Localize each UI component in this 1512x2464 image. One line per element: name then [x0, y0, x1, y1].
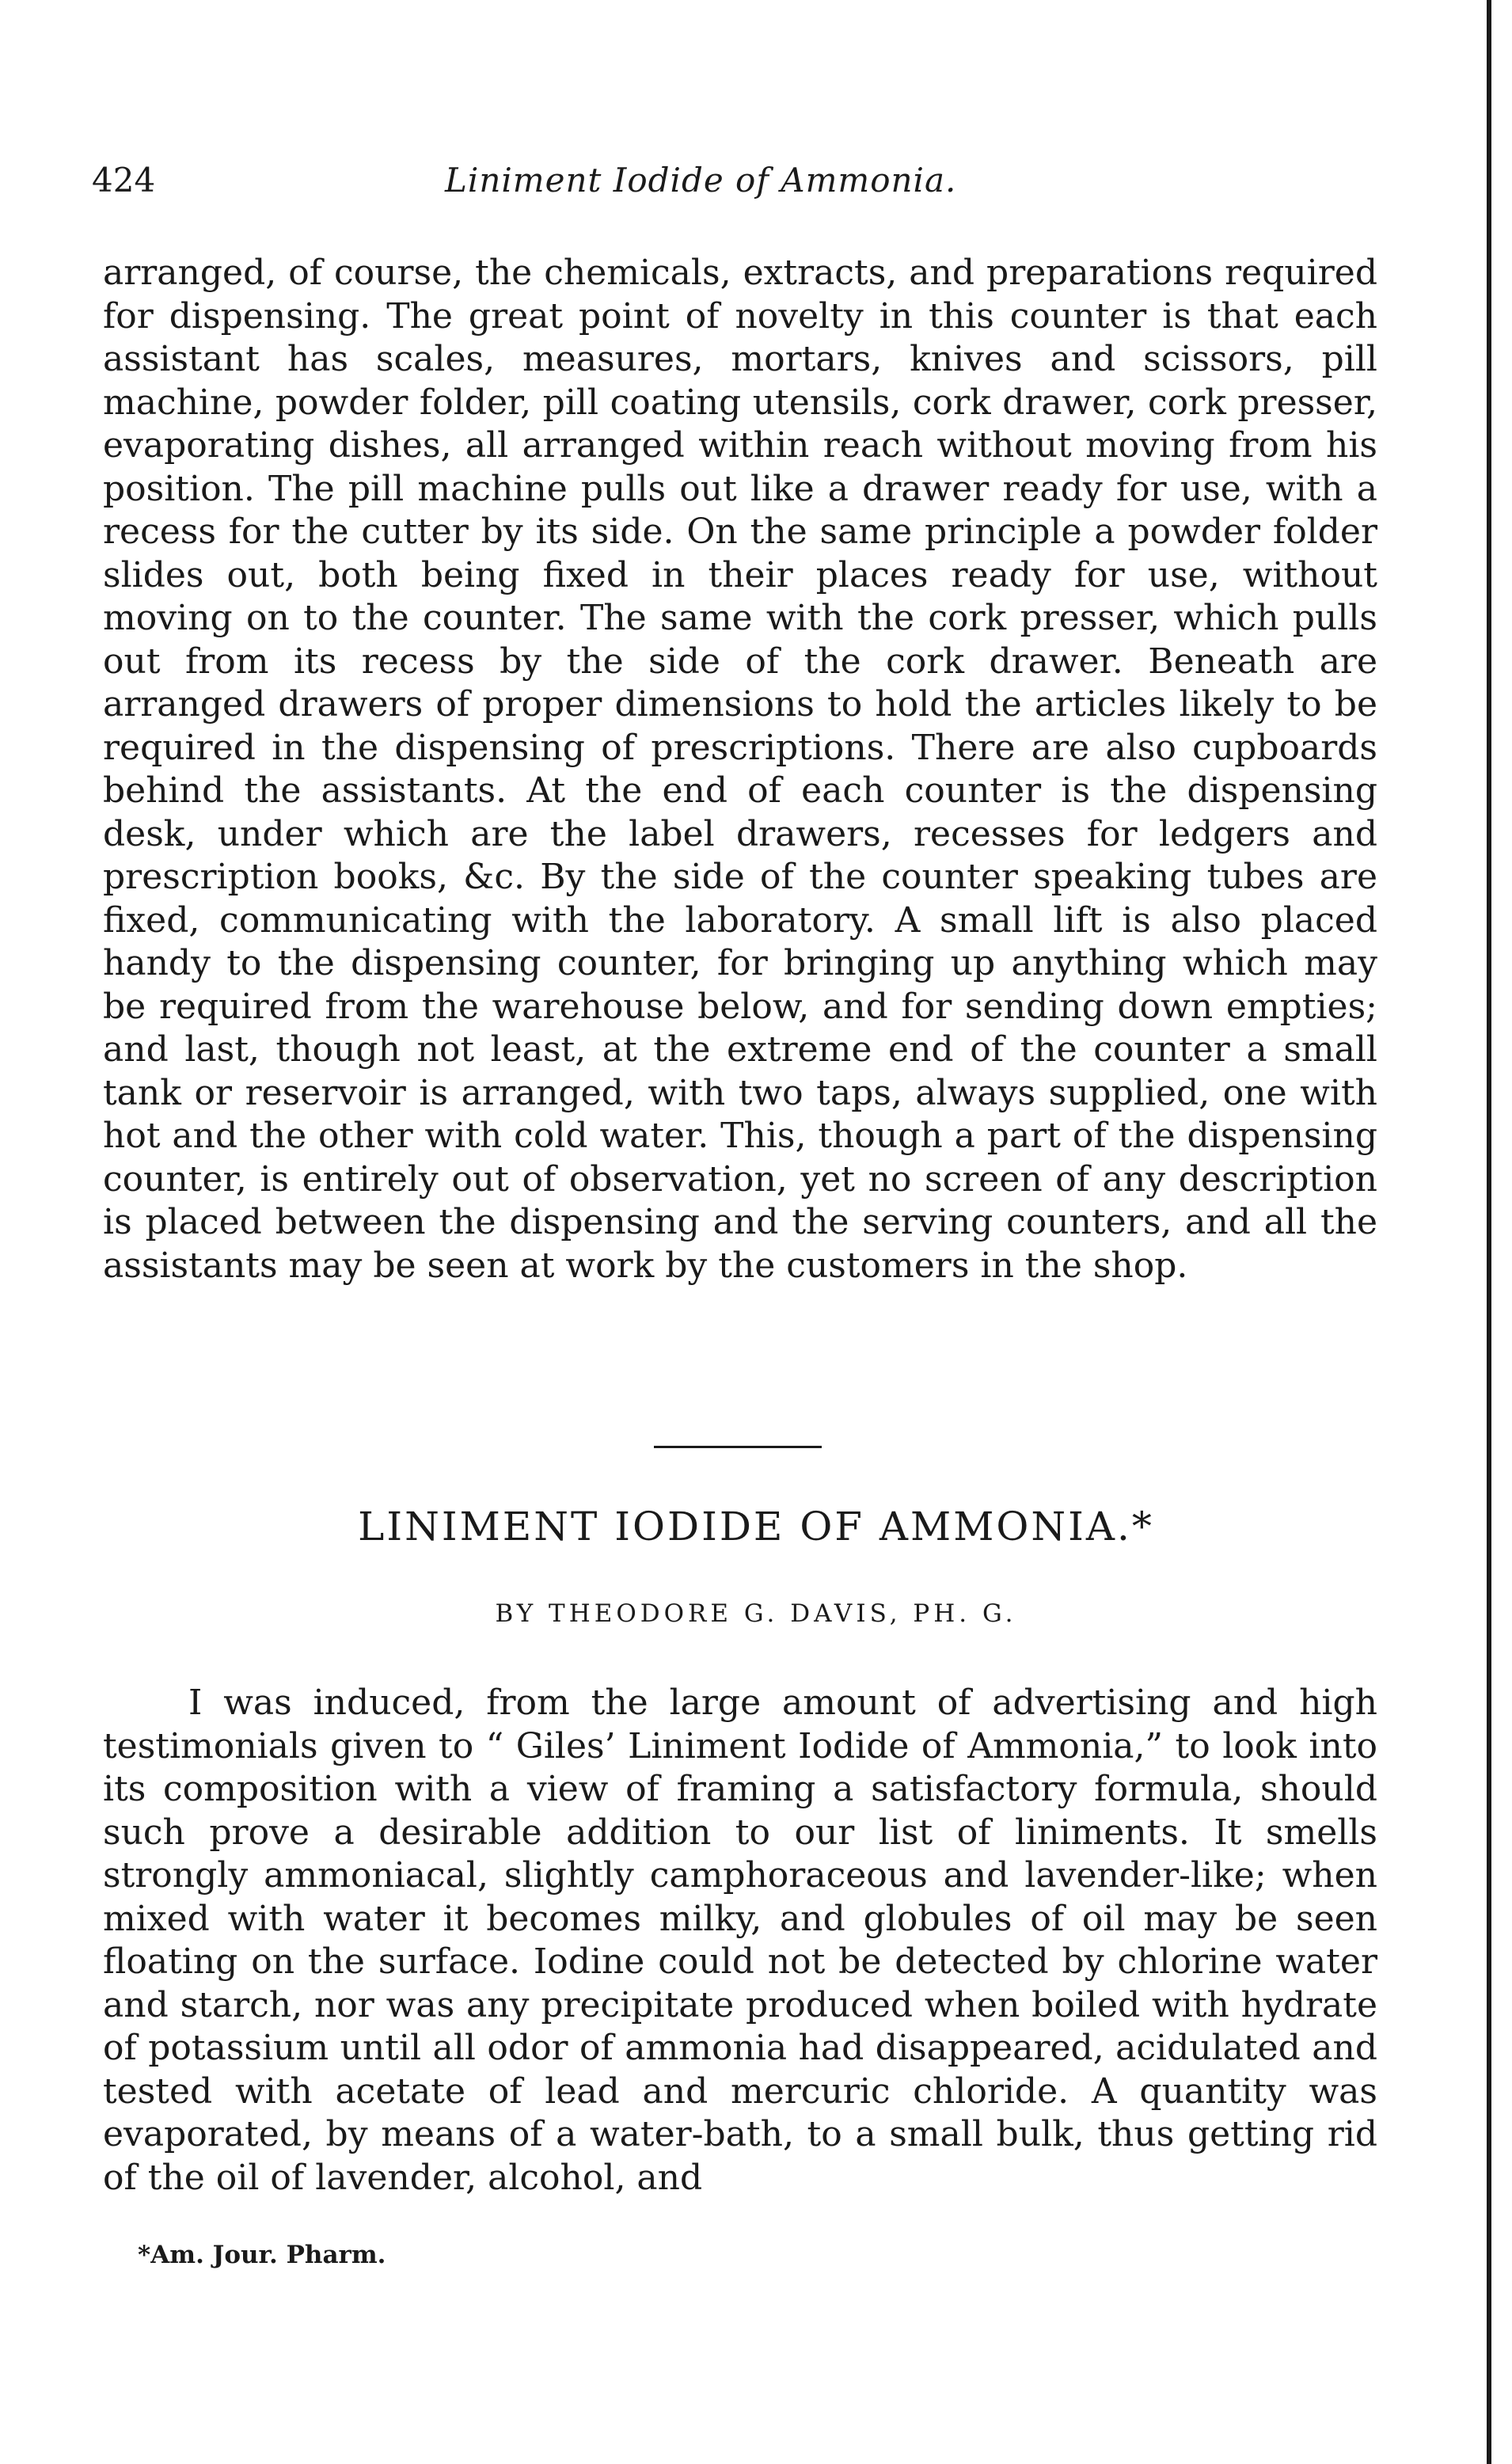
article-byline: BY THEODORE G. DAVIS, PH. G.: [495, 1599, 1017, 1628]
article-title: LINIMENT IODIDE OF AMMONIA.*: [358, 1504, 1154, 1550]
section-divider: [654, 1446, 822, 1448]
page-header: [92, 157, 1390, 204]
page-number: 424: [92, 161, 156, 200]
continued-paragraph: arranged, of course, the chemicals, extracts, and preparations required for dispensing. The great point of novelty in this counter is that each assistant has scales, measures, mortars, knives and scissors, pill machine, powder folder, pill coating utensils, cork drawer, cork presser, evaporating dishes, all arranged within reach without moving from his position. The pill machine pulls out like a drawer ready for use, with a recess for the cutter by its side. On the same principle a powder folder slides out, both being fixed in their places ready for use, without moving on to the counter. The same with the cork presser, which pulls out from its recess by the side of the cork drawer. Beneath are arranged drawers of proper dimensions to hold the articles likely to be required in the dispensing of prescriptions. There are also cupboards behind the assistants. At the end of each counter is the dispensing desk, under which are the label drawers, recesses for ledgers and prescription books, &c. By the side of the counter speaking tubes are fixed, communicating with the laboratory. A small lift is also placed handy to the dispensing counter, for bringing up anything which may be required from the warehouse below, and for sending down empties; and last, though not least, at the extreme end of the counter a small tank or reservoir is arranged, with two taps, always supplied, one with hot and the other with cold water. This, though a part of the dispensing counter, is entirely out of observation, yet no screen of any description is placed between the dispensing and the serving counters, and all the assistants may be seen at work by the customers in the shop.: [103, 253, 1377, 1286]
page-edge-shadow: [1487, 0, 1491, 2464]
running-title: Liniment Iodide of Ammonia.: [445, 161, 957, 200]
footnote: *Am. Jour. Pharm.: [138, 2241, 386, 2269]
article-paragraph: I was induced, from the large amount of advertising and high testimonials given to “ Giles’ Liniment Iodide of Ammonia,” to look into its composition with a view of framing a satisfactory formula, should such prove a desirable addition to our list of liniments. It smells strongly ammoniacal, slightly camphoraceous and lavender-like; when mixed with water it becomes milky, and globules of oil may be seen floating on the surface. Iodine could not be detected by chlorine water and starch, nor was any precipitate produced when boiled with hydrate of potassium until all odor of ammonia had disappeared, acidulated and tested with acetate of lead and mercuric chloride. A quantity was evaporated, by means of a water-bath, to a small bulk, thus getting rid of the oil of lavender, alcohol, and: [103, 1683, 1377, 2198]
